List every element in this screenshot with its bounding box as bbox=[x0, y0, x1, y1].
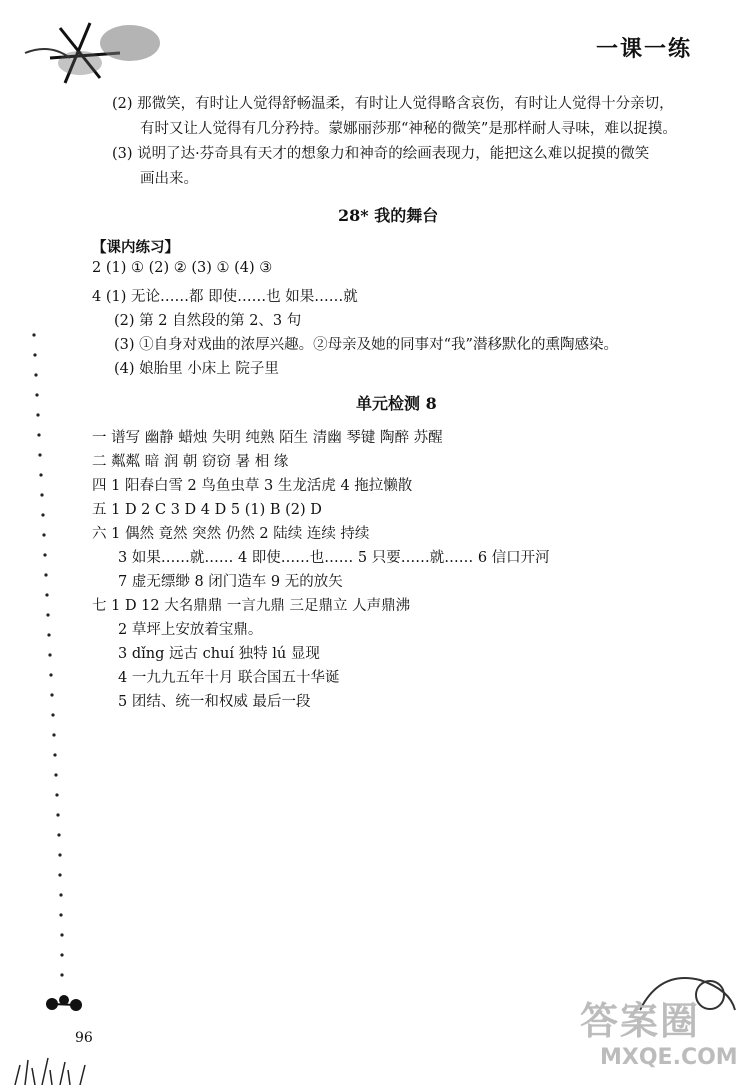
answer-q4-4: (4) 娘胎里 小床上 院子里 bbox=[114, 361, 279, 377]
answer-q4-3: (3) ①自身对戏曲的浓厚兴趣。②母亲及她的同事对“我”潜移默化的熏陶感染。 bbox=[114, 337, 618, 353]
grass-decoration-icon bbox=[10, 1040, 100, 1085]
unit-line-4: 五 1 D 2 C 3 D 4 D 5 (1) B (2) D bbox=[92, 502, 322, 518]
answer-p3-line2: 画出来。 bbox=[140, 171, 198, 187]
dotted-margin-decoration bbox=[24, 330, 64, 990]
unit-line-2: 二 粼粼 暗 润 朝 窃窃 暑 相 缘 bbox=[92, 454, 289, 470]
unit-line-11: 4 一九九五年十月 联合国五十华诞 bbox=[118, 670, 340, 686]
answer-p2-line1: (2) 那微笑，有时让人觉得舒畅温柔，有时让人觉得略含哀伤，有时让人觉得十分亲切， bbox=[112, 96, 674, 112]
unit-line-5: 六 1 偶然 竟然 突然 仍然 2 陆续 连续 持续 bbox=[92, 526, 370, 542]
unit-line-6: 3 如果……就…… 4 即使……也…… 5 只要……就…… 6 信口开河 bbox=[118, 550, 550, 566]
unit-line-3: 四 1 阳春白雪 2 鸟鱼虫草 3 生龙活虎 4 拖拉懒散 bbox=[92, 478, 413, 494]
section-title-28: 28* 我的舞台 bbox=[338, 206, 439, 225]
answer-q4-1: 4 (1) 无论……都 即使……也 如果……就 bbox=[92, 289, 358, 305]
answer-p2-line2: 有时又让人觉得有几分矜持。蒙娜丽莎那“神秘的微笑”是那样耐人寻味，难以捉摸。 bbox=[140, 121, 677, 137]
butterfly-icon bbox=[40, 990, 90, 1020]
unit-line-12: 5 团结、统一和权威 最后一段 bbox=[118, 694, 311, 710]
unit-line-10: 3 dǐng 远古 chuí 独特 lú 显现 bbox=[118, 646, 320, 662]
unit-line-9: 2 草坪上安放着宝鼎。 bbox=[118, 622, 263, 638]
ink-decoration-icon bbox=[20, 8, 170, 88]
watermark-logo: 答案圈 bbox=[580, 998, 701, 1043]
answer-q2: 2 (1) ① (2) ② (3) ① (4) ③ bbox=[92, 260, 273, 276]
unit-line-8: 七 1 D 12 大名鼎鼎 一言九鼎 三足鼎立 人声鼎沸 bbox=[92, 598, 411, 614]
series-logo: 一课一练 bbox=[596, 36, 693, 62]
answer-p3-line1: (3) 说明了达·芬奇具有天才的想象力和神奇的绘画表现力，能把这么难以捉摸的微笑 bbox=[112, 146, 650, 162]
exercise-label: 【课内练习】 bbox=[92, 239, 179, 256]
unit-title-8: 单元检测 8 bbox=[356, 394, 437, 413]
page-number: 96 bbox=[75, 1030, 93, 1046]
unit-line-1: 一 谱写 幽静 蜡烛 失明 纯熟 陌生 清幽 琴键 陶醉 苏醒 bbox=[92, 430, 443, 446]
answer-q4-2: (2) 第 2 自然段的第 2、3 句 bbox=[114, 313, 302, 329]
unit-line-7: 7 虚无缥缈 8 闭门造车 9 无的放矢 bbox=[118, 574, 343, 590]
watermark-url: MXQE.COM bbox=[600, 1045, 738, 1070]
